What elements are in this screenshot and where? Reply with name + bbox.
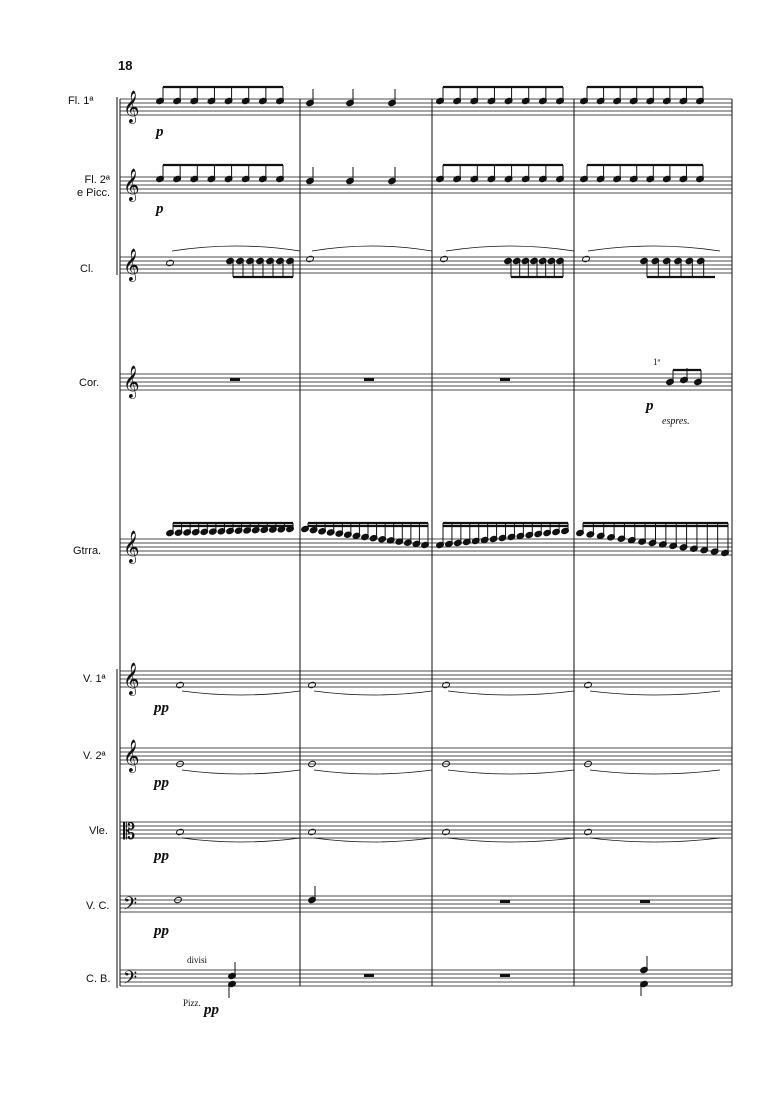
treble-clef-icon: 𝄞: [123, 530, 140, 563]
label-viola: Vle.: [89, 825, 108, 837]
tie: [590, 838, 720, 842]
dynamic-flute-2: p: [156, 201, 164, 217]
whole-rest: [640, 900, 650, 903]
dynamic-contrabass: pp: [204, 1002, 219, 1018]
half-note: [166, 259, 175, 266]
label-violin-1: V. 1ª: [83, 673, 106, 685]
tie: [590, 770, 720, 774]
half-note: [584, 681, 593, 688]
half-note: [308, 681, 317, 688]
whole-rest: [500, 974, 510, 977]
half-note: [176, 681, 185, 688]
slur: [312, 246, 432, 251]
treble-clef-icon: 𝄞: [123, 168, 140, 201]
half-note: [440, 255, 449, 262]
whole-rest: [500, 900, 510, 903]
label-violin-2: V. 2ª: [83, 750, 106, 762]
half-note: [308, 828, 317, 835]
page-number: 18: [118, 58, 133, 73]
bass-divisi: divisi: [187, 955, 208, 965]
treble-clef-icon: 𝄞: [123, 365, 140, 398]
dynamic-violin-2: pp: [154, 775, 169, 791]
label-cello: V. C.: [86, 900, 110, 912]
bass-pizz: Pizz.: [183, 998, 201, 1008]
treble-clef-icon: 𝄞: [123, 662, 140, 695]
slur: [446, 246, 574, 251]
dynamic-cello: pp: [154, 923, 169, 939]
half-note: [176, 828, 185, 835]
label-guitar: Gtrra.: [73, 545, 102, 557]
half-note: [442, 828, 451, 835]
notes: [123, 87, 729, 998]
half-note: [442, 681, 451, 688]
label-clarinet: Cl.: [80, 263, 94, 275]
tie: [448, 838, 574, 842]
alto-clef-icon: 𝄡: [123, 820, 136, 845]
whole-rest: [500, 378, 510, 381]
half-note: [306, 255, 315, 262]
label-horn: Cor.: [79, 377, 100, 389]
tie: [314, 838, 432, 842]
slur: [172, 246, 300, 251]
label-flute-2-piccolo: Fl. 2ª e Picc.: [76, 174, 110, 199]
treble-clef-icon: 𝄞: [123, 739, 140, 772]
horn-expression: espres.: [662, 416, 690, 427]
tie: [448, 691, 574, 695]
label-flute-1: Fl. 1ª: [68, 95, 94, 107]
whole-rest: [364, 378, 374, 381]
tie: [182, 770, 300, 774]
half-note: [582, 255, 591, 262]
tie: [448, 770, 574, 774]
dynamic-viola: pp: [154, 848, 169, 864]
half-note: [584, 828, 593, 835]
bass-clef-icon: 𝄢: [123, 894, 138, 919]
slur: [588, 246, 720, 251]
horn-solo-marking: 1ª: [653, 357, 660, 367]
whole-rest: [364, 974, 374, 977]
tie: [182, 691, 300, 695]
tie: [314, 770, 432, 774]
treble-clef-icon: 𝄞: [123, 248, 140, 281]
dynamic-violin-1: pp: [154, 700, 169, 716]
horn-dynamic: p: [646, 398, 654, 414]
bass-clef-icon: 𝄢: [123, 968, 138, 993]
treble-clef-icon: 𝄞: [123, 90, 140, 123]
tie: [182, 838, 300, 842]
dynamic-flute-1: p: [156, 124, 164, 140]
tie: [314, 691, 432, 695]
whole-rest: [230, 378, 240, 381]
tie: [590, 691, 720, 695]
label-contrabass: C. B.: [86, 973, 111, 985]
